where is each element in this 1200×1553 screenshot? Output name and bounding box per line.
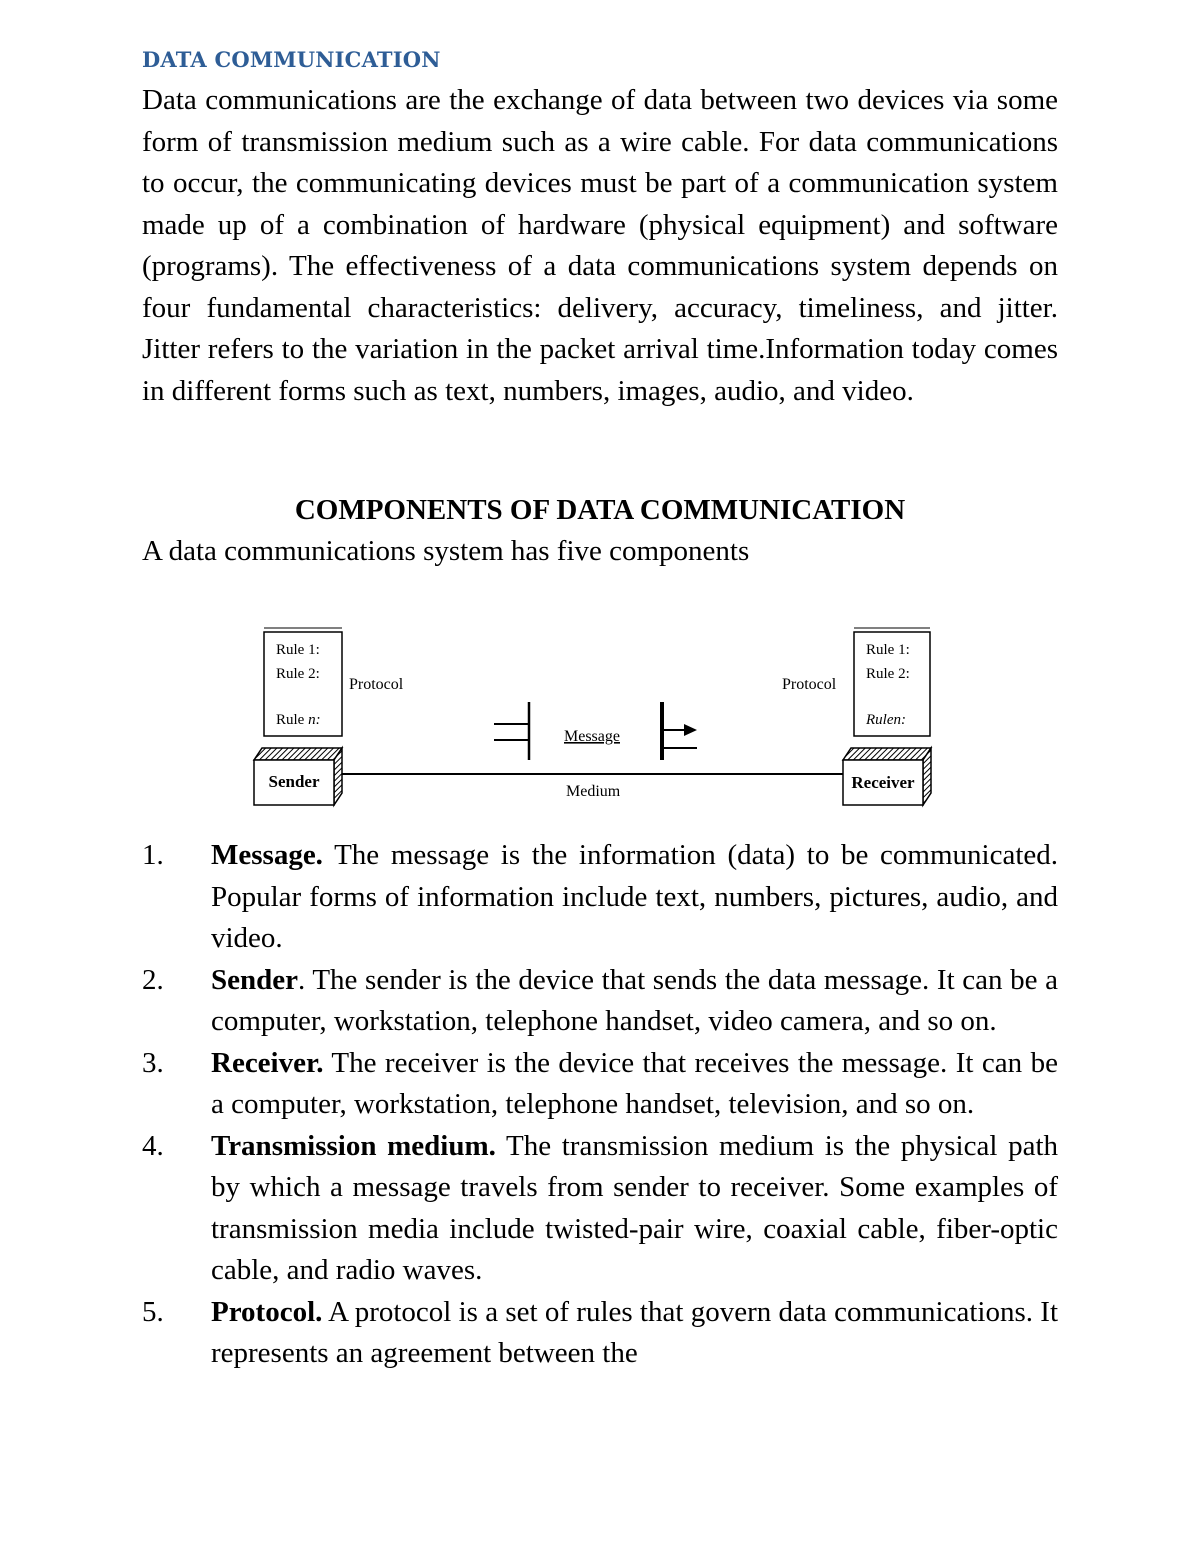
intro-paragraph: Data communications are the exchange of data between two devices via some form of transmission medium such as a wire cable. For data communications to occur, the communicating devices must be part of a communication system made up of a combination of hardware (physical equipment) and software (programs). The effectiveness of a data communications system depends on four fundamental characteristics: delivery, accuracy, timeliness, and jitter. Jitter refers to the variation in the packet arrival time.Information today comes in different forms such as text, numbers, images, audio, and video.: [142, 84, 1058, 407]
list-item-receiver: [142, 1043, 1058, 1126]
list-term: Protocol.: [211, 1295, 323, 1328]
receiver-rule-2: Rule 2:: [866, 666, 910, 682]
components-subtitle: A data communications system has five components: [142, 535, 750, 567]
message-label: Message: [564, 728, 620, 745]
data-communication-diagram: [0, 600, 1200, 815]
list-text: The receiver is the device that receives the message. It can be a computer, workstation, telephone handset, television, and so on.: [211, 1046, 1058, 1120]
message-arrow-head: [684, 724, 697, 736]
list-number: 5.: [142, 1295, 164, 1328]
components-list: [142, 835, 1058, 1375]
list-term: Receiver.: [211, 1046, 324, 1079]
sender-label: Sender: [268, 772, 320, 791]
list-text: The transmission medium is the physical path by which a message travels from sender to receiver. Some examples of transmission media include twisted-pair wire, coaxial cable, fiber-optic cable, and radio waves.: [211, 1129, 1059, 1286]
sender-rule-2: Rule 2:: [276, 666, 320, 682]
sender-rule-1: Rule 1:: [276, 642, 320, 658]
list-number: 4.: [142, 1129, 164, 1162]
list-item-protocol: [142, 1292, 1058, 1375]
list-term: Transmission medium.: [211, 1129, 496, 1162]
medium-label: Medium: [566, 783, 621, 800]
list-text: The message is the information (data) to be communicated. Popular forms of information include text, numbers, pictures, audio, and video.: [211, 839, 1058, 954]
receiver-label: Receiver: [851, 773, 915, 792]
sender-device-top: [254, 748, 342, 760]
list-item-sender: [142, 960, 1058, 1043]
section-heading: DATA COMMUNICATION: [142, 47, 441, 72]
list-text: . The sender is the device that sends the data message. It can be a computer, workstation, telephone handset, video camera, and so on.: [211, 963, 1058, 1037]
sender-rule-n: Rule n:: [276, 712, 321, 728]
list-text: A protocol is a set of rules that govern data communications. It represents an agreement between the: [211, 1295, 1058, 1369]
list-term: Sender: [211, 963, 298, 996]
list-number: 2.: [142, 963, 164, 996]
list-item-transmission-medium: [142, 1126, 1058, 1292]
list-item-message: [142, 835, 1058, 960]
list-term: Message.: [211, 839, 323, 871]
receiver-device-top: [843, 748, 931, 760]
receiver-rule-1: Rule 1:: [866, 642, 910, 658]
receiver-rule-n: Rulen:: [866, 712, 906, 728]
protocol-label-left: Protocol: [349, 676, 404, 693]
protocol-label-right: Protocol: [782, 676, 837, 693]
components-heading: COMPONENTS OF DATA COMMUNICATION: [294, 494, 906, 526]
list-number: 1.: [142, 839, 164, 871]
list-number: 3.: [142, 1046, 164, 1079]
